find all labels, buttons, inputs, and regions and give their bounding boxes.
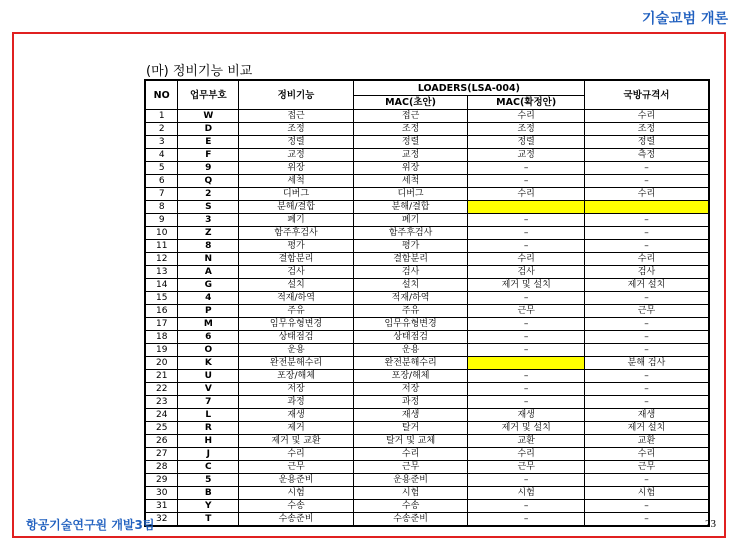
- table-row: [145, 266, 709, 279]
- row-function: 재생: [239, 409, 354, 422]
- row-code: 8: [178, 240, 239, 253]
- row-no: 15: [145, 292, 178, 305]
- row-military-spec: 수리: [584, 253, 709, 266]
- row-military-spec: –: [584, 240, 709, 253]
- row-function: 수송: [239, 500, 354, 513]
- row-function: 폐기: [239, 214, 354, 227]
- row-no: 8: [145, 201, 178, 214]
- row-mac-draft: 운용준비: [353, 474, 468, 487]
- row-function: 운용준비: [239, 474, 354, 487]
- table-row: [145, 201, 709, 214]
- row-no: 29: [145, 474, 178, 487]
- table-row: [145, 292, 709, 305]
- row-code: P: [178, 305, 239, 318]
- row-military-spec: –: [584, 162, 709, 175]
- row-mac-final: –: [468, 227, 585, 240]
- row-mac-draft: 포장/해체: [353, 370, 468, 383]
- row-no: 22: [145, 383, 178, 396]
- row-mac-final: 근무: [468, 461, 585, 474]
- row-code: S: [178, 201, 239, 214]
- row-no: 26: [145, 435, 178, 448]
- table-row: [145, 461, 709, 474]
- row-mac-draft: 시험: [353, 487, 468, 500]
- row-code: J: [178, 448, 239, 461]
- row-code: U: [178, 370, 239, 383]
- row-code: Z: [178, 227, 239, 240]
- row-no: 6: [145, 175, 178, 188]
- row-function: 평가: [239, 240, 354, 253]
- row-mac-final: –: [468, 318, 585, 331]
- row-mac-final: –: [468, 344, 585, 357]
- row-mac-final: 교정: [468, 149, 585, 162]
- row-mac-final: 시험: [468, 487, 585, 500]
- row-mac-final: –: [468, 214, 585, 227]
- row-military-spec: –: [584, 344, 709, 357]
- row-mac-final: 수리: [468, 188, 585, 201]
- footer-org: 항공기술연구원 개발3팀: [26, 518, 155, 532]
- row-no: 1: [145, 110, 178, 123]
- row-military-spec: 조정: [584, 123, 709, 136]
- table-row: [145, 305, 709, 318]
- row-military-spec: –: [584, 474, 709, 487]
- row-mac-final: 정렬: [468, 136, 585, 149]
- row-mac-final: –: [468, 383, 585, 396]
- row-function: 시험: [239, 487, 354, 500]
- row-mac-draft: 위장: [353, 162, 468, 175]
- row-military-spec: 수리: [584, 110, 709, 123]
- row-military-spec: –: [584, 331, 709, 344]
- row-code: M: [178, 318, 239, 331]
- row-function: 근무: [239, 461, 354, 474]
- row-code: W: [178, 110, 239, 123]
- header-code: 업무부호: [178, 80, 239, 110]
- row-military-spec: 근무: [584, 461, 709, 474]
- table-row: [145, 331, 709, 344]
- row-no: 32: [145, 513, 178, 527]
- header-mac-draft: MAC(초안): [353, 96, 468, 110]
- row-mac-final: [468, 357, 585, 370]
- row-function: 제거 및 교환: [239, 435, 354, 448]
- row-mac-final: –: [468, 474, 585, 487]
- row-mac-draft: 접근: [353, 110, 468, 123]
- row-function: 저장: [239, 383, 354, 396]
- row-code: D: [178, 123, 239, 136]
- row-code: L: [178, 409, 239, 422]
- row-military-spec: 정렬: [584, 136, 709, 149]
- row-mac-draft: 과정: [353, 396, 468, 409]
- row-military-spec: –: [584, 396, 709, 409]
- row-no: 13: [145, 266, 178, 279]
- row-code: A: [178, 266, 239, 279]
- table-row: [145, 279, 709, 292]
- row-mac-final: 제거 및 설치: [468, 422, 585, 435]
- row-function: 설치: [239, 279, 354, 292]
- row-military-spec: –: [584, 214, 709, 227]
- row-code: 7: [178, 396, 239, 409]
- row-code: 4: [178, 292, 239, 305]
- row-function: 조정: [239, 123, 354, 136]
- row-no: 24: [145, 409, 178, 422]
- row-function: 상태점검: [239, 331, 354, 344]
- row-code: R: [178, 422, 239, 435]
- row-no: 21: [145, 370, 178, 383]
- row-mac-draft: 분해/결합: [353, 201, 468, 214]
- row-military-spec: 근무: [584, 305, 709, 318]
- row-code: V: [178, 383, 239, 396]
- row-military-spec: –: [584, 370, 709, 383]
- table-row: [145, 162, 709, 175]
- row-code: E: [178, 136, 239, 149]
- row-no: 17: [145, 318, 178, 331]
- row-code: H: [178, 435, 239, 448]
- row-no: 12: [145, 253, 178, 266]
- row-mac-draft: 정렬: [353, 136, 468, 149]
- table-row: [145, 474, 709, 487]
- row-military-spec: 제거 설치: [584, 422, 709, 435]
- row-mac-final: –: [468, 292, 585, 305]
- row-function: 완전분해수리: [239, 357, 354, 370]
- table-row: [145, 149, 709, 162]
- row-function: 임무유형변경: [239, 318, 354, 331]
- row-mac-draft: 탈거: [353, 422, 468, 435]
- row-mac-draft: 설치: [353, 279, 468, 292]
- row-mac-final: –: [468, 370, 585, 383]
- row-no: 9: [145, 214, 178, 227]
- row-function: 결함분리: [239, 253, 354, 266]
- row-function: 디버그: [239, 188, 354, 201]
- table-row: [145, 513, 709, 527]
- row-no: 4: [145, 149, 178, 162]
- table-row: [145, 448, 709, 461]
- row-mac-draft: 적재/하역: [353, 292, 468, 305]
- row-mac-draft: 조정: [353, 123, 468, 136]
- table-row: [145, 188, 709, 201]
- row-code: C: [178, 461, 239, 474]
- row-military-spec: –: [584, 513, 709, 527]
- row-mac-draft: 운용: [353, 344, 468, 357]
- row-code: 3: [178, 214, 239, 227]
- row-mac-final: –: [468, 162, 585, 175]
- row-military-spec: –: [584, 318, 709, 331]
- row-code: K: [178, 357, 239, 370]
- row-function: 포장/해체: [239, 370, 354, 383]
- row-function: 세척: [239, 175, 354, 188]
- row-military-spec: 수리: [584, 448, 709, 461]
- table-row: [145, 110, 709, 123]
- page-header-title: 기술교범 개론: [641, 11, 728, 27]
- row-mac-draft: 함주후검사: [353, 227, 468, 240]
- table-row: [145, 396, 709, 409]
- row-function: 접근: [239, 110, 354, 123]
- table-row: [145, 318, 709, 331]
- row-code: 9: [178, 162, 239, 175]
- row-mac-final: 조정: [468, 123, 585, 136]
- table-row: [145, 383, 709, 396]
- table-row: [145, 422, 709, 435]
- row-military-spec: [584, 201, 709, 214]
- row-function: 분해/결합: [239, 201, 354, 214]
- row-code: T: [178, 513, 239, 527]
- row-mac-final: 검사: [468, 266, 585, 279]
- row-code: 6: [178, 331, 239, 344]
- row-no: 5: [145, 162, 178, 175]
- row-function: 정렬: [239, 136, 354, 149]
- row-code: Y: [178, 500, 239, 513]
- row-mac-draft: 검사: [353, 266, 468, 279]
- row-no: 14: [145, 279, 178, 292]
- page-number: 23: [705, 518, 716, 530]
- row-no: 19: [145, 344, 178, 357]
- row-mac-draft: 수송준비: [353, 513, 468, 527]
- row-no: 23: [145, 396, 178, 409]
- row-function: 함주후검사: [239, 227, 354, 240]
- row-mac-final: 제거 및 설치: [468, 279, 585, 292]
- table-row: [145, 123, 709, 136]
- row-code: B: [178, 487, 239, 500]
- row-function: 운용: [239, 344, 354, 357]
- row-mac-draft: 디버그: [353, 188, 468, 201]
- row-military-spec: 측정: [584, 149, 709, 162]
- row-mac-final: –: [468, 240, 585, 253]
- row-function: 검사: [239, 266, 354, 279]
- row-no: 31: [145, 500, 178, 513]
- row-mac-draft: 임무유형변경: [353, 318, 468, 331]
- row-code: G: [178, 279, 239, 292]
- row-military-spec: –: [584, 292, 709, 305]
- row-mac-final: 수리: [468, 448, 585, 461]
- header-mac-final: MAC(확정안): [468, 96, 585, 110]
- row-mac-draft: 수송: [353, 500, 468, 513]
- row-no: 25: [145, 422, 178, 435]
- row-no: 30: [145, 487, 178, 500]
- header-loaders: LOADERS(LSA-004): [353, 80, 584, 96]
- row-mac-draft: 저장: [353, 383, 468, 396]
- table-row: [145, 487, 709, 500]
- row-function: 수리: [239, 448, 354, 461]
- row-function: 적재/하역: [239, 292, 354, 305]
- row-no: 28: [145, 461, 178, 474]
- row-mac-draft: 세척: [353, 175, 468, 188]
- row-military-spec: 검사: [584, 266, 709, 279]
- row-mac-final: –: [468, 175, 585, 188]
- row-mac-final: 수리: [468, 110, 585, 123]
- header-function: 정비기능: [239, 80, 354, 110]
- row-mac-draft: 근무: [353, 461, 468, 474]
- row-code: 5: [178, 474, 239, 487]
- row-military-spec: –: [584, 227, 709, 240]
- row-mac-final: 수리: [468, 253, 585, 266]
- table-row: [145, 435, 709, 448]
- table-row: [145, 253, 709, 266]
- row-military-spec: –: [584, 500, 709, 513]
- row-mac-final: 재생: [468, 409, 585, 422]
- row-no: 27: [145, 448, 178, 461]
- row-function: 과정: [239, 396, 354, 409]
- row-code: Q: [178, 175, 239, 188]
- row-function: 수송준비: [239, 513, 354, 527]
- row-no: 10: [145, 227, 178, 240]
- maintenance-function-table: [144, 79, 710, 527]
- row-no: 18: [145, 331, 178, 344]
- table-row: [145, 357, 709, 370]
- row-function: 제거: [239, 422, 354, 435]
- row-mac-final: 근무: [468, 305, 585, 318]
- row-military-spec: 수리: [584, 188, 709, 201]
- table-row: [145, 240, 709, 253]
- row-mac-draft: 폐기: [353, 214, 468, 227]
- table-row: [145, 409, 709, 422]
- row-mac-final: –: [468, 500, 585, 513]
- row-mac-draft: 상태점검: [353, 331, 468, 344]
- row-mac-draft: 완전분해수리: [353, 357, 468, 370]
- row-no: 2: [145, 123, 178, 136]
- row-mac-final: –: [468, 331, 585, 344]
- row-military-spec: 분해 검사: [584, 357, 709, 370]
- row-code: N: [178, 253, 239, 266]
- table-row: [145, 227, 709, 240]
- row-mac-draft: 주유: [353, 305, 468, 318]
- header-no: NO: [145, 80, 178, 110]
- row-military-spec: 시험: [584, 487, 709, 500]
- row-mac-final: –: [468, 513, 585, 527]
- row-function: 위장: [239, 162, 354, 175]
- section-title: (마) 정비기능 비교: [146, 64, 253, 79]
- row-mac-final: [468, 201, 585, 214]
- row-mac-final: 교환: [468, 435, 585, 448]
- row-function: 주유: [239, 305, 354, 318]
- row-no: 11: [145, 240, 178, 253]
- row-mac-draft: 탈거 및 교체: [353, 435, 468, 448]
- row-no: 7: [145, 188, 178, 201]
- row-military-spec: 제거 설치: [584, 279, 709, 292]
- row-code: 2: [178, 188, 239, 201]
- table-row: [145, 500, 709, 513]
- row-function: 교정: [239, 149, 354, 162]
- row-mac-draft: 재생: [353, 409, 468, 422]
- row-no: 16: [145, 305, 178, 318]
- row-mac-draft: 평가: [353, 240, 468, 253]
- row-no: 20: [145, 357, 178, 370]
- row-code: O: [178, 344, 239, 357]
- row-military-spec: 재생: [584, 409, 709, 422]
- row-military-spec: –: [584, 175, 709, 188]
- table-row: [145, 370, 709, 383]
- table-row: [145, 344, 709, 357]
- row-no: 3: [145, 136, 178, 149]
- row-mac-draft: 수리: [353, 448, 468, 461]
- table-row: [145, 136, 709, 149]
- row-code: F: [178, 149, 239, 162]
- row-mac-draft: 결함분리: [353, 253, 468, 266]
- row-military-spec: –: [584, 383, 709, 396]
- table-row: [145, 175, 709, 188]
- row-mac-draft: 교정: [353, 149, 468, 162]
- row-mac-final: –: [468, 396, 585, 409]
- table-row: [145, 214, 709, 227]
- header-military-spec: 국방규격서: [584, 80, 709, 110]
- row-military-spec: 교환: [584, 435, 709, 448]
